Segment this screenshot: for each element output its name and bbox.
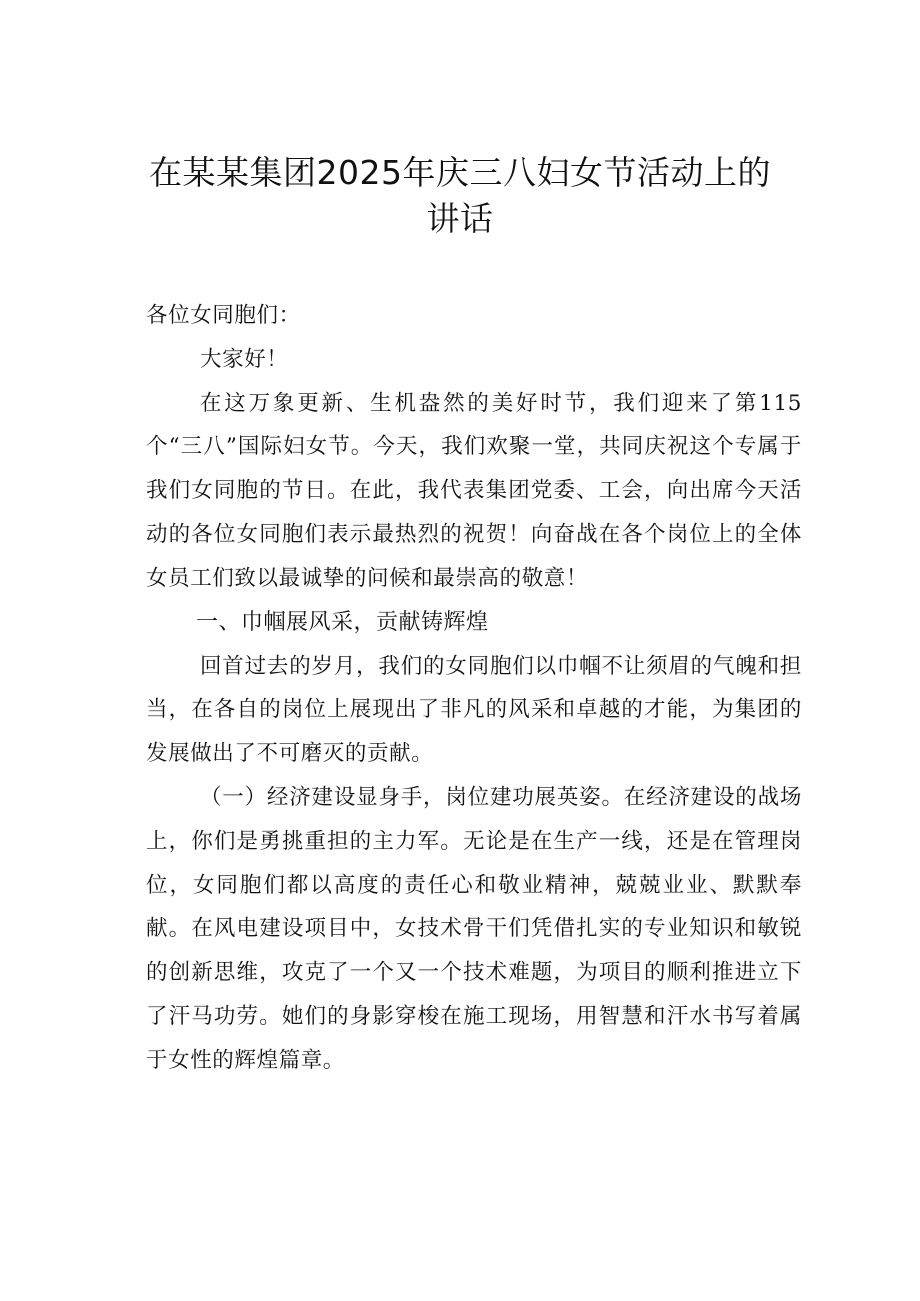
salutation: 各位女同胞们：: [146, 303, 301, 328]
document-body: [146, 294, 802, 1083]
section-heading-1: 一、巾帼展风采，贡献铸辉煌: [196, 609, 489, 635]
paragraph-economic: （一）经济建设显身手，岗位建功展英姿。在经济建设的战场上，你们是勇挑重担的主力军。无论是在生产一线，还是在管理岗位，女同胞们都以高度的责任心和敬业精神，兢兢业业、默默奉献。在风电建设项目中，女技术骨干们凭借扎实的专业知识和敏锐的创新思维，攻克了一个又一个技术难题，为项目的顺利推进立下了汗马功劳。她们的身影穿梭在施工现场，用智慧和汗水书写着属于女性的辉煌篇章。: [146, 784, 802, 1073]
paragraph-review: 回首过去的岁月，我们的女同胞们以巾帼不让须眉的气魄和担当，在各自的岗位上展现出了非凡的风采和卓越的才能，为集团的发展做出了不可磨灭的贡献。: [146, 653, 802, 767]
paragraph-opening: 在这万象更新、生机盎然的美好时节，我们迎来了第115个“三八”国际妇女节。今天，我们欢聚一堂，共同庆祝这个专属于我们女同胞的节日。在此，我代表集团党委、工会，向出席今天活动的各位女同胞们表示最热烈的祝贺！向奋战在各个岗位上的全体女员工们致以最诚挚的问候和最崇高的敬意！: [146, 390, 802, 591]
document-title: [140, 150, 780, 242]
greeting: 大家好！: [200, 346, 289, 372]
title-line-2: 讲话: [426, 199, 494, 238]
title-line-1: 在某某集团2025年庆三八妇女节活动上的: [149, 153, 771, 192]
